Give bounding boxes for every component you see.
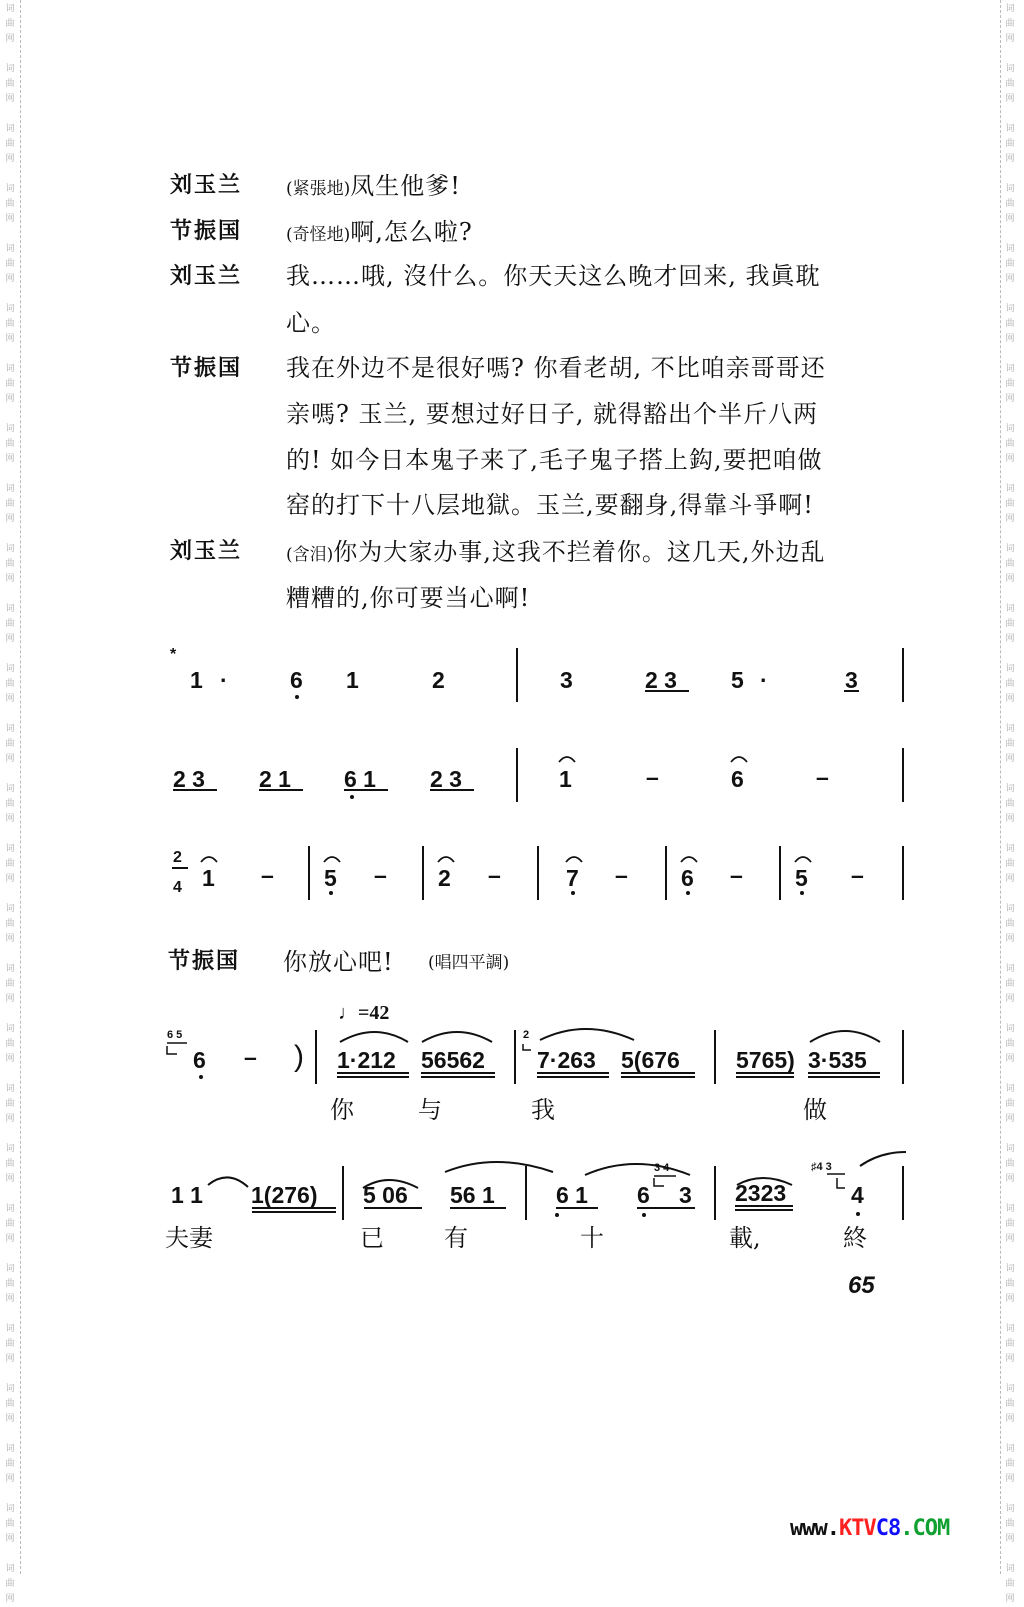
note: 2 xyxy=(432,667,445,693)
speaker: 刘玉兰 xyxy=(170,264,243,289)
watermark-text: 词 曲 网 xyxy=(5,64,15,104)
speech: 你放心吧! xyxy=(283,948,394,976)
watermark-text: 词 曲 网 xyxy=(1005,604,1015,644)
watermark-text: 词 曲 网 xyxy=(5,1504,15,1544)
watermark-text: 词 曲 网 xyxy=(5,424,15,464)
watermark-text: 词 曲 网 xyxy=(1005,1204,1015,1244)
note: 3 xyxy=(560,667,573,693)
note: 1 xyxy=(559,766,572,792)
slurs xyxy=(208,1029,906,1188)
watermark-text: 词 曲 网 xyxy=(1005,1144,1015,1184)
dash: – xyxy=(261,862,274,888)
watermark-text: 词 曲 网 xyxy=(5,904,15,944)
note-group: 6 1 xyxy=(556,1182,588,1208)
speech: 的! 如今日本鬼子来了,毛子鬼子搭上鈎,要把咱做 xyxy=(286,446,823,474)
url-part: C8 xyxy=(875,1516,901,1541)
note: 3 xyxy=(845,667,858,693)
note-group: 7·263 xyxy=(537,1047,596,1073)
watermark-text: 词 曲 网 xyxy=(5,364,15,404)
watermark-text: 词 曲 网 xyxy=(1005,1324,1015,1364)
speech: 啊,怎么啦? xyxy=(350,218,473,246)
speech: 心。 xyxy=(286,309,336,337)
note: 2 3 xyxy=(173,766,205,792)
note-group: 56562 xyxy=(421,1047,485,1073)
note: 6 xyxy=(637,1182,650,1208)
speech: 凤生他爹! xyxy=(350,172,461,200)
speech: 我……哦, 沒什么。你天天这么晚才回来, 我眞耽 xyxy=(286,262,821,290)
page-number: 65 xyxy=(848,1272,875,1299)
watermark-text: 词 曲 网 xyxy=(1005,844,1015,884)
note: 1 xyxy=(346,667,359,693)
grace-notes: 6 5 xyxy=(167,1029,183,1041)
note: 5 xyxy=(795,865,808,891)
watermark-text: 词 曲 网 xyxy=(1005,4,1015,44)
dash: – xyxy=(851,862,864,888)
note: 4 xyxy=(851,1182,864,1208)
url-part: KTV xyxy=(838,1516,876,1541)
watermark-text: 词 曲 网 xyxy=(5,1024,15,1064)
dash: – xyxy=(488,862,501,888)
watermark-text: 词 曲 网 xyxy=(1005,364,1015,404)
watermark-text: 词 曲 网 xyxy=(1005,724,1015,764)
note: 2 3 xyxy=(645,667,677,693)
tempo-marking: ♩=42 xyxy=(338,1002,390,1024)
stage-direction: (含泪) xyxy=(286,545,334,565)
grace-notes: ♯4 3 xyxy=(811,1161,832,1173)
watermark-text: 词 曲 网 xyxy=(1005,64,1015,104)
speech: 糟糟的,你可要当心啊! xyxy=(286,584,531,612)
note: 5 xyxy=(731,667,744,693)
watermark-text: 词 曲 网 xyxy=(5,4,15,44)
watermark-text: 词 曲 网 xyxy=(1005,664,1015,704)
watermark-text: 词 曲 网 xyxy=(1005,184,1015,224)
watermark-text: 词 曲 网 xyxy=(1005,304,1015,344)
stage-direction: (唱四平調) xyxy=(428,953,510,973)
grace-note: 2 xyxy=(523,1029,530,1041)
dash: – xyxy=(646,764,659,790)
speaker: 节振国 xyxy=(168,949,241,974)
watermark-text: 词 曲 网 xyxy=(1005,964,1015,1004)
url-part: www. xyxy=(790,1516,839,1541)
watermark-text: 词 曲 网 xyxy=(5,1324,15,1364)
watermark-text: 词 曲 网 xyxy=(1005,1384,1015,1424)
watermark-text: 词 曲 网 xyxy=(5,1444,15,1484)
grace-notes: 3 4 xyxy=(654,1162,670,1174)
note: 2 1 xyxy=(259,766,291,792)
watermark-text: 词 曲 网 xyxy=(5,1384,15,1424)
watermark-text: 词 曲 网 xyxy=(1005,1564,1015,1604)
fermatas xyxy=(201,757,811,862)
site-watermark-url xyxy=(790,1516,949,1541)
time-signature-top: 2 xyxy=(173,849,182,866)
watermark-text: 词 曲 网 xyxy=(5,484,15,524)
note: 6 1 xyxy=(344,766,376,792)
watermark-text: 词 曲 网 xyxy=(1005,1024,1015,1064)
speaker: 刘玉兰 xyxy=(170,539,243,564)
note: 5 xyxy=(324,865,337,891)
note-group: 3·535 xyxy=(808,1047,867,1073)
watermark-text: 词 曲 网 xyxy=(1005,124,1015,164)
note-group: 1(276) xyxy=(251,1182,318,1208)
lyric: 已 xyxy=(360,1224,384,1252)
time-signature-bottom: 4 xyxy=(173,879,182,896)
lyric: 終 xyxy=(843,1224,867,1252)
speaker: 节振国 xyxy=(170,219,243,244)
watermark-text: 词 曲 网 xyxy=(1005,1264,1015,1304)
note: 2 3 xyxy=(430,766,462,792)
watermark-text: 词 曲 网 xyxy=(1005,1444,1015,1484)
watermark-text: 词 曲 网 xyxy=(5,544,15,584)
url-part: .COM xyxy=(900,1516,950,1541)
speech: 窑的打下十八层地獄。玉兰,要翻身,得靠斗爭啊! xyxy=(286,491,814,519)
speaker: 节振国 xyxy=(170,356,243,381)
watermark-text: 词 曲 网 xyxy=(5,664,15,704)
watermark-text: 词 曲 网 xyxy=(1005,424,1015,464)
stage-direction: (奇怪地) xyxy=(286,225,351,245)
watermark-text: 词 曲 网 xyxy=(5,124,15,164)
speaker: 刘玉兰 xyxy=(170,173,243,198)
lyric: 有 xyxy=(444,1224,468,1252)
watermark-text: 词 曲 网 xyxy=(5,1144,15,1184)
lyric: 十 xyxy=(580,1224,604,1252)
watermark-text: 词 曲 网 xyxy=(5,1084,15,1124)
watermark-text: 词 曲 网 xyxy=(5,244,15,284)
note-group: 1·212 xyxy=(337,1047,396,1073)
watermark-text: 词 曲 网 xyxy=(5,604,15,644)
watermark-text: 词 曲 网 xyxy=(1005,904,1015,944)
lyric: 你 xyxy=(330,1096,354,1124)
speech: 我在外边不是很好嗎? 你看老胡, 不比咱亲哥哥还 xyxy=(286,354,826,382)
dash: – xyxy=(615,862,628,888)
note: 6 xyxy=(193,1047,206,1073)
note: 2 xyxy=(438,865,451,891)
note: 1 xyxy=(190,667,203,693)
watermark-text: 词 曲 网 xyxy=(1005,1084,1015,1124)
octave-dots xyxy=(199,695,860,1217)
watermark-text: 词 曲 网 xyxy=(5,1264,15,1304)
lyric: 我 xyxy=(531,1096,555,1124)
watermark-text: 词 曲 网 xyxy=(1005,484,1015,524)
watermark-text: 词 曲 网 xyxy=(5,724,15,764)
speech: 你为大家办事,这我不拦着你。这几天,外边乱 xyxy=(333,538,826,566)
watermark-text: 词 曲 网 xyxy=(5,1564,15,1604)
note: 6 xyxy=(290,667,303,693)
paren: ) xyxy=(294,1040,304,1073)
watermark-text: 词 曲 网 xyxy=(5,184,15,224)
note: 3 xyxy=(679,1182,692,1208)
mark: * xyxy=(170,646,177,663)
lyric: 夫妻 xyxy=(165,1224,213,1252)
lyric: 与 xyxy=(418,1096,442,1124)
watermark-text: 词 曲 网 xyxy=(1005,544,1015,584)
grace-lines xyxy=(167,1040,845,1188)
note-group: 2323 xyxy=(735,1180,787,1206)
note-group: 5765) xyxy=(736,1047,795,1073)
note-group: 5 06 xyxy=(363,1182,408,1208)
note-group: 5(676 xyxy=(621,1047,680,1073)
dash: – xyxy=(374,862,387,888)
note: 6 xyxy=(681,865,694,891)
watermark-text: 词 曲 网 xyxy=(5,304,15,344)
stage-direction: (紧張地) xyxy=(286,179,351,199)
dot: · xyxy=(220,667,228,693)
watermark-text: 词 曲 网 xyxy=(1005,784,1015,824)
watermark-text: 词 曲 网 xyxy=(5,1204,15,1244)
note-group: 56 1 xyxy=(450,1182,495,1208)
watermark-text: 词 曲 网 xyxy=(1005,244,1015,284)
speech: 亲嗎? 玉兰, 要想过好日子, 就得豁出个半斤八两 xyxy=(286,400,819,428)
lyric: 做 xyxy=(803,1096,827,1124)
watermark-text: 词 曲 网 xyxy=(5,844,15,884)
dash: – xyxy=(816,764,829,790)
dash: – xyxy=(730,862,743,888)
note-group: 1 1 xyxy=(171,1182,203,1208)
dot: · xyxy=(760,667,768,693)
dash: – xyxy=(244,1044,257,1070)
note: 6 xyxy=(731,766,744,792)
watermark-text: 词 曲 网 xyxy=(1005,1504,1015,1544)
underlines xyxy=(173,691,880,1212)
watermark-text: 词 曲 网 xyxy=(5,784,15,824)
note: 1 xyxy=(202,865,215,891)
note: 7 xyxy=(566,865,579,891)
lyric: 載, xyxy=(729,1224,761,1252)
watermark-text: 词 曲 网 xyxy=(5,964,15,1004)
